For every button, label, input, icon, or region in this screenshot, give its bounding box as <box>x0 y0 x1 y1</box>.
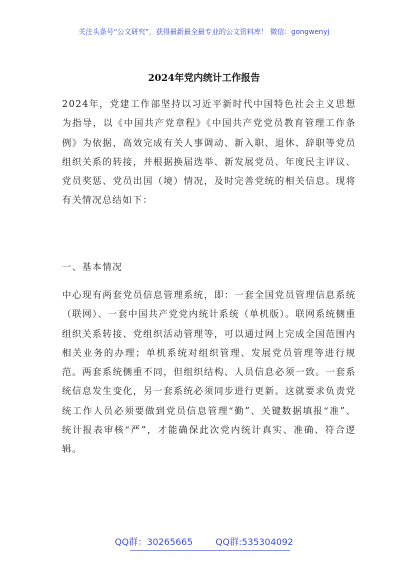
intro-paragraph-text: 2024年，党建工作部坚持以习近平新时代中国特色社会主义思想为指导，以《中国共产党章程》《中国共产党党员教育管理工作条例》为依据，高效完成有关人事调动、新入职、退休、辞职等党员组织关系的转接，并根据换届选举、新发展党员、年度民主评议、党员奖惩、党员出国（境）情况，及时完善党统的相关信息。现将有关情况总结如下： <box>62 99 356 207</box>
document-title: 2024年党内统计工作报告 <box>148 73 260 84</box>
body-paragraph <box>44 286 356 460</box>
footer-contact <box>0 535 408 548</box>
footer-underline <box>130 550 290 551</box>
body-paragraph-text: 中心现有两套党员信息管理系统，即：一套全国党员管理信息系统（联网）、一套中国共产党党内统计系统（单机版）。联网系统侧重组织关系转接、党组织活动管理等，可以通过网上完成全国范围内相关业务的办理；单机系统对组织管理、发展党员管理等进行规范。两套系统侧重不同，但组织结构、人员信息必须一致。一套系统信息发生变化，另一套系统必须同步进行更新。这就要求负责党统工作人员必须要做到党员信息管理“勤”、关键数据填报“准”、统计报表审核“严”，才能确保此次党内统计真实、准确、符合逻辑。 <box>62 290 356 456</box>
intro-paragraph <box>44 95 356 211</box>
footer-qq-group-2: QQ群:535304092 <box>215 538 294 548</box>
header-promo-note: 关注头条号“公文研究”，获得最新最全最专业的公文资料库！ 微信：gongwenyj <box>78 28 330 36</box>
section-heading: 一、基本情况 <box>62 262 123 273</box>
footer-qq-group-1: QQ群：30265665 <box>114 538 193 548</box>
